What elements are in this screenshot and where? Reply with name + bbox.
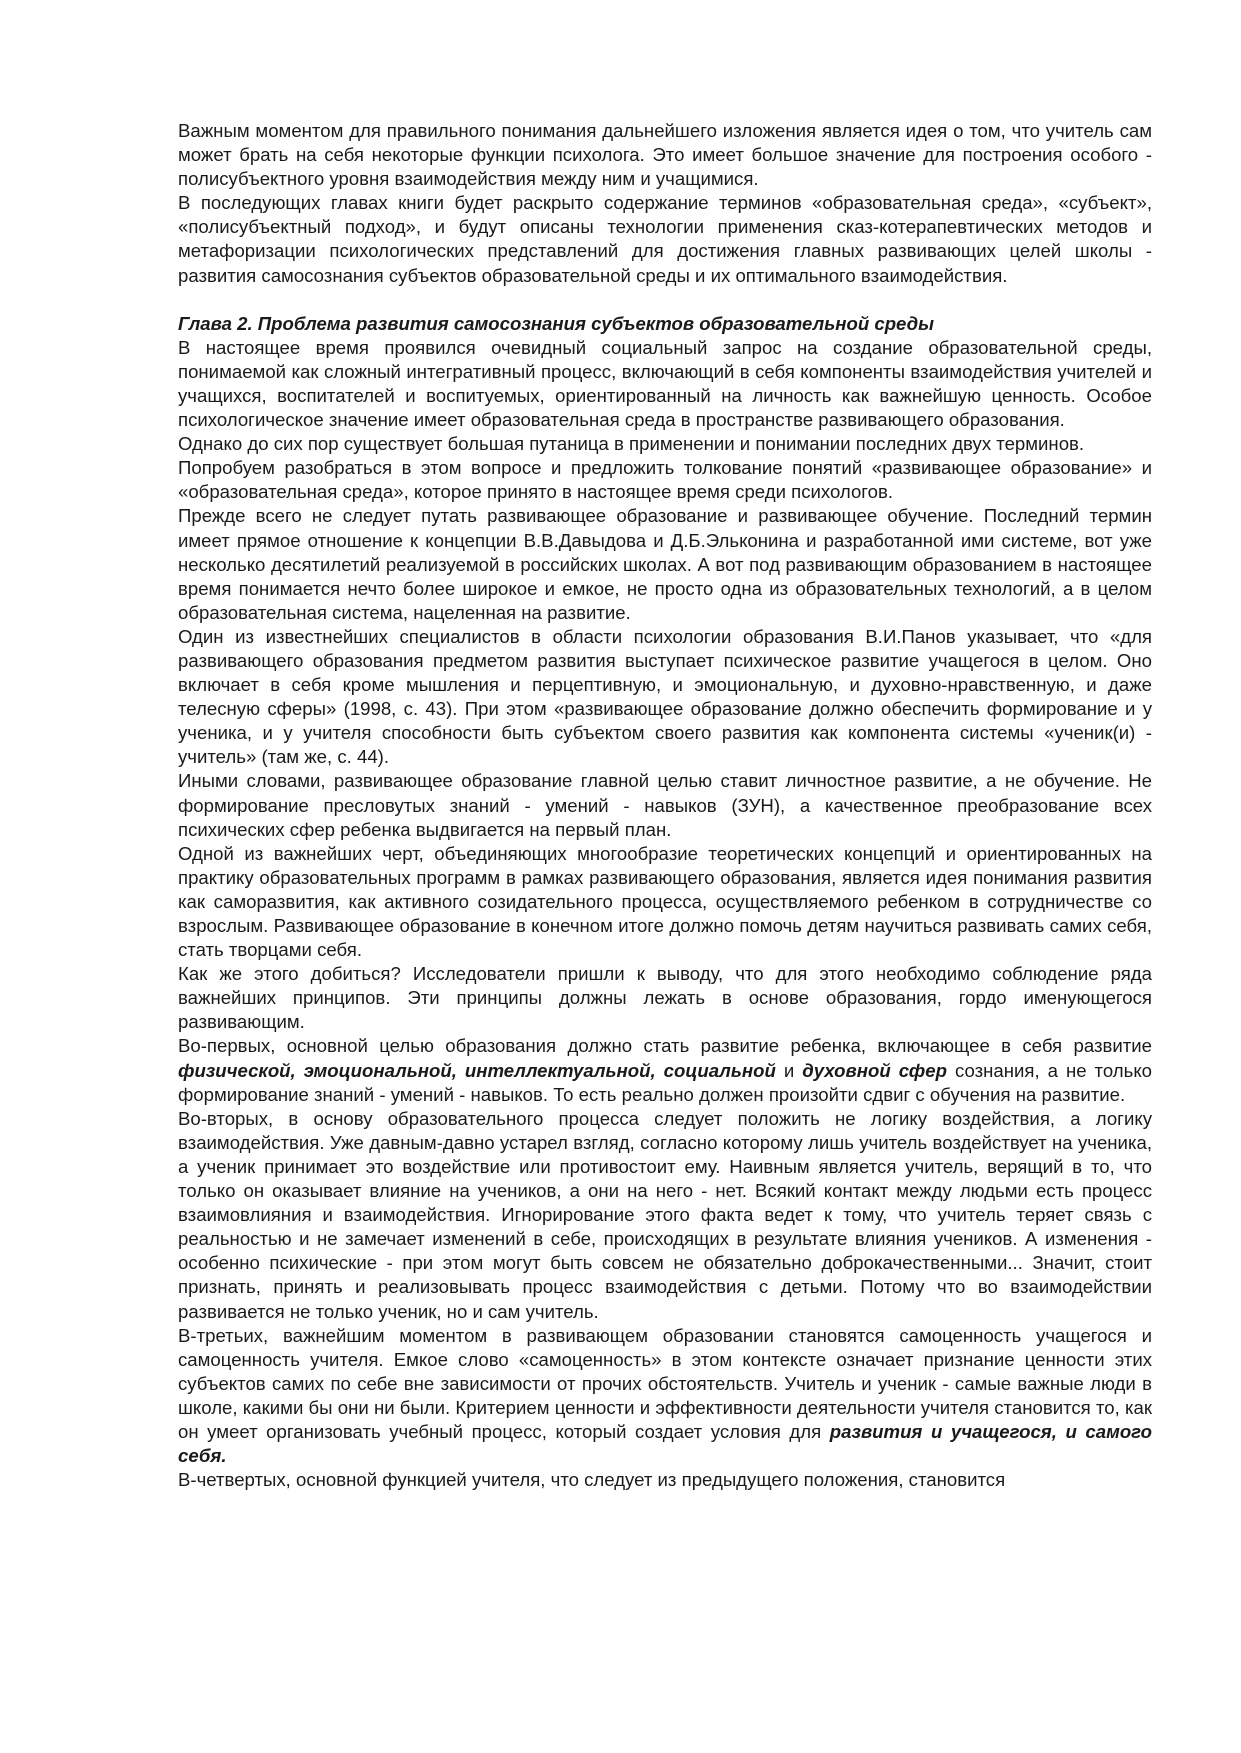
- paragraph-text: Прежде всего не следует путать развивающее образование и развивающее обучение. Последний термин имеет прямое отношение к концепции В.В.Давыдова и Д.Б.Эльконина и разработанной ими системе, вот уже несколько десятилетий реализуемой в российских школах. А вот под развивающим образованием в настоящее время понимается нечто более широкое и емкое, не просто одна из образовательных технологий, а в целом образовательная система, нацеленная на развитие.: [178, 505, 1152, 623]
- chapter-paragraph-9: [178, 1034, 1152, 1106]
- paragraph-text: Один из известнейших специалистов в области психологии образования В.И.Панов указывает, что «для развивающего образования предметом развития выступает психическое развитие учащегося в целом. Оно включает в себя кроме мышления и перцептивную, и эмоциональную, и духовно-нравственную, и даже телесную сферы» (1998, с. 43). При этом «развивающее образование должно обеспечить формирование и у ученика, и у учителя способности быть субъектом своего развития как компонента системы «ученик(и) - учитель» (там же, с. 44).: [178, 625, 1152, 768]
- paragraph-text: В-третьих, важнейшим моментом в развивающем образовании становятся самоценность учащегося и самоценность учителя. Емкое слово «самоценность» в этом контексте означает признание ценности этих субъектов самих по себе вне зависимости от прочих обстоятельств. Учитель и ученик - самые важные люди в школе, какими бы они ни были. Критерием ценности и эффективности деятельности учителя становится то, как он умеет организовать учебный процесс, который создает условия для: [178, 1324, 1152, 1442]
- paragraph-text: В-четвертых, основной функцией учителя, что следует из предыдущего положения, становится: [178, 1469, 1006, 1491]
- chapter-paragraph-6: [178, 769, 1152, 841]
- chapter-heading: Глава 2. Проблема развития самосознания субъектов образовательной среды: [178, 312, 934, 334]
- paragraph-text: Однако до сих пор существует большая путаница в применении и понимании последних двух терминов.: [178, 433, 1085, 455]
- chapter-paragraph-2: [178, 432, 1152, 456]
- paragraph-text: Одной из важнейших черт, объединяющих многообразие теоретических концепций и ориентированных на практику образовательных программ в рамках развивающего образования, является идея понимания развития как саморазвития, как активного созидательного процесса, осуществляемого ребенком в сотрудничестве со взрослым. Развивающее образование в конечном итоге должно помочь детям научиться развивать самих себя, стать творцами себя.: [178, 842, 1152, 961]
- chapter-paragraph-3: [178, 456, 1152, 504]
- paragraph-text: Во-первых, основной целью образования должно стать развитие ребенка, включающее в себя развитие: [178, 1035, 1152, 1057]
- emphasized-text: развития и учащегося, и самого себя.: [178, 1420, 1152, 1467]
- paragraph-text: и: [775, 1059, 803, 1081]
- intro-section: [178, 119, 1152, 288]
- chapter-paragraph-12: [178, 1468, 1152, 1492]
- chapter-paragraph-11: [178, 1324, 1152, 1469]
- emphasized-text: духовной сфер: [802, 1059, 947, 1081]
- paragraph-text: Попробуем разобраться в этом вопросе и предложить толкование понятий «развивающее образование» и «образовательная среда», которое принято в настоящее время среди психологов.: [178, 457, 1152, 503]
- paragraph-text: В последующих главах книги будет раскрыто содержание терминов «образовательная среда», «субъект», «полисубъектный подход», и будут описаны технологии применения сказ-котерапевтических методов и метафоризации психологических представлений для достижения главных развивающих целей школы - развития самосознания субъектов образовательной среды и их оптимального взаимодействия.: [178, 192, 1152, 286]
- intro-paragraph-2: [178, 191, 1152, 287]
- chapter-paragraph-4: [178, 504, 1152, 624]
- intro-paragraph-1: [178, 119, 1152, 191]
- paragraph-text: сознания, а не только формирование знаний - умений - навыков. То есть реально должен произойти сдвиг с обучения на развитие.: [178, 1059, 1153, 1105]
- paragraph-text: Во-вторых, в основу образовательного процесса следует положить не логику воздействия, а логику взаимодействия. Уже давным-давно устарел взгляд, согласно которому лишь учитель воздействует на ученика, а ученик принимает это воздействие или противостоит ему. Наивным является учитель, верящий в то, что только он оказывает влияние на учеников, а они на него - нет. Всякий контакт между людьми есть процесс взаимовлияния и взаимодействия. Игнорирование этого факта ведет к тому, что учитель теряет связь с реальностью и не замечает изменений в себе, происходящих в результате влияния учеников. А изменения - особенно психические - при этом могут быть совсем не обязательно доброкачественными... Значит, стоит признать, принять и реализовывать процесс взаимодействия с детьми. Потому что во взаимодействии развивается не только ученик, но и сам учитель.: [178, 1107, 1152, 1322]
- chapter-paragraph-10: [178, 1107, 1152, 1324]
- chapter-paragraph-8: [178, 962, 1152, 1034]
- chapter-paragraph-5: [178, 625, 1152, 770]
- chapter-paragraph-1: [178, 336, 1152, 432]
- chapter-body: [178, 336, 1152, 1493]
- paragraph-text: В настоящее время проявился очевидный социальный запрос на создание образовательной среды, понимаемой как сложный интегративный процесс, включающий в себя компоненты взаимодействия учителей и учащихся, воспитателей и воспитуемых, ориентированный на личность как важнейшую ценность. Особое психологическое значение имеет образовательная среда в пространстве развивающего образования.: [178, 336, 1152, 431]
- paragraph-text: Важным моментом для правильного понимания дальнейшего изложения является идея о том, что учитель сам может брать на себя некоторые функции психолога. Это имеет большое значение для построения особого - полисубъектного уровня взаимодействия между ним и учащимися.: [178, 120, 1152, 190]
- paragraph-text: Иными словами, развивающее образование главной целью ставит личностное развитие, а не обучение. Не формирование пресловутых знаний - умений - навыков (ЗУН), а качественное преобразование всех психических сфер ребенка выдвигается на первый план.: [178, 770, 1152, 840]
- paragraph-text: Как же этого добиться? Исследователи пришли к выводу, что для этого необходимо соблюдение ряда важнейших принципов. Эти принципы должны лежать в основе образования, гордо именующегося развивающим.: [178, 963, 1152, 1033]
- chapter-paragraph-7: [178, 842, 1152, 962]
- document-page: [178, 119, 1152, 1492]
- emphasized-text: физической, эмоциональной, интеллектуальной, социальной: [178, 1059, 776, 1081]
